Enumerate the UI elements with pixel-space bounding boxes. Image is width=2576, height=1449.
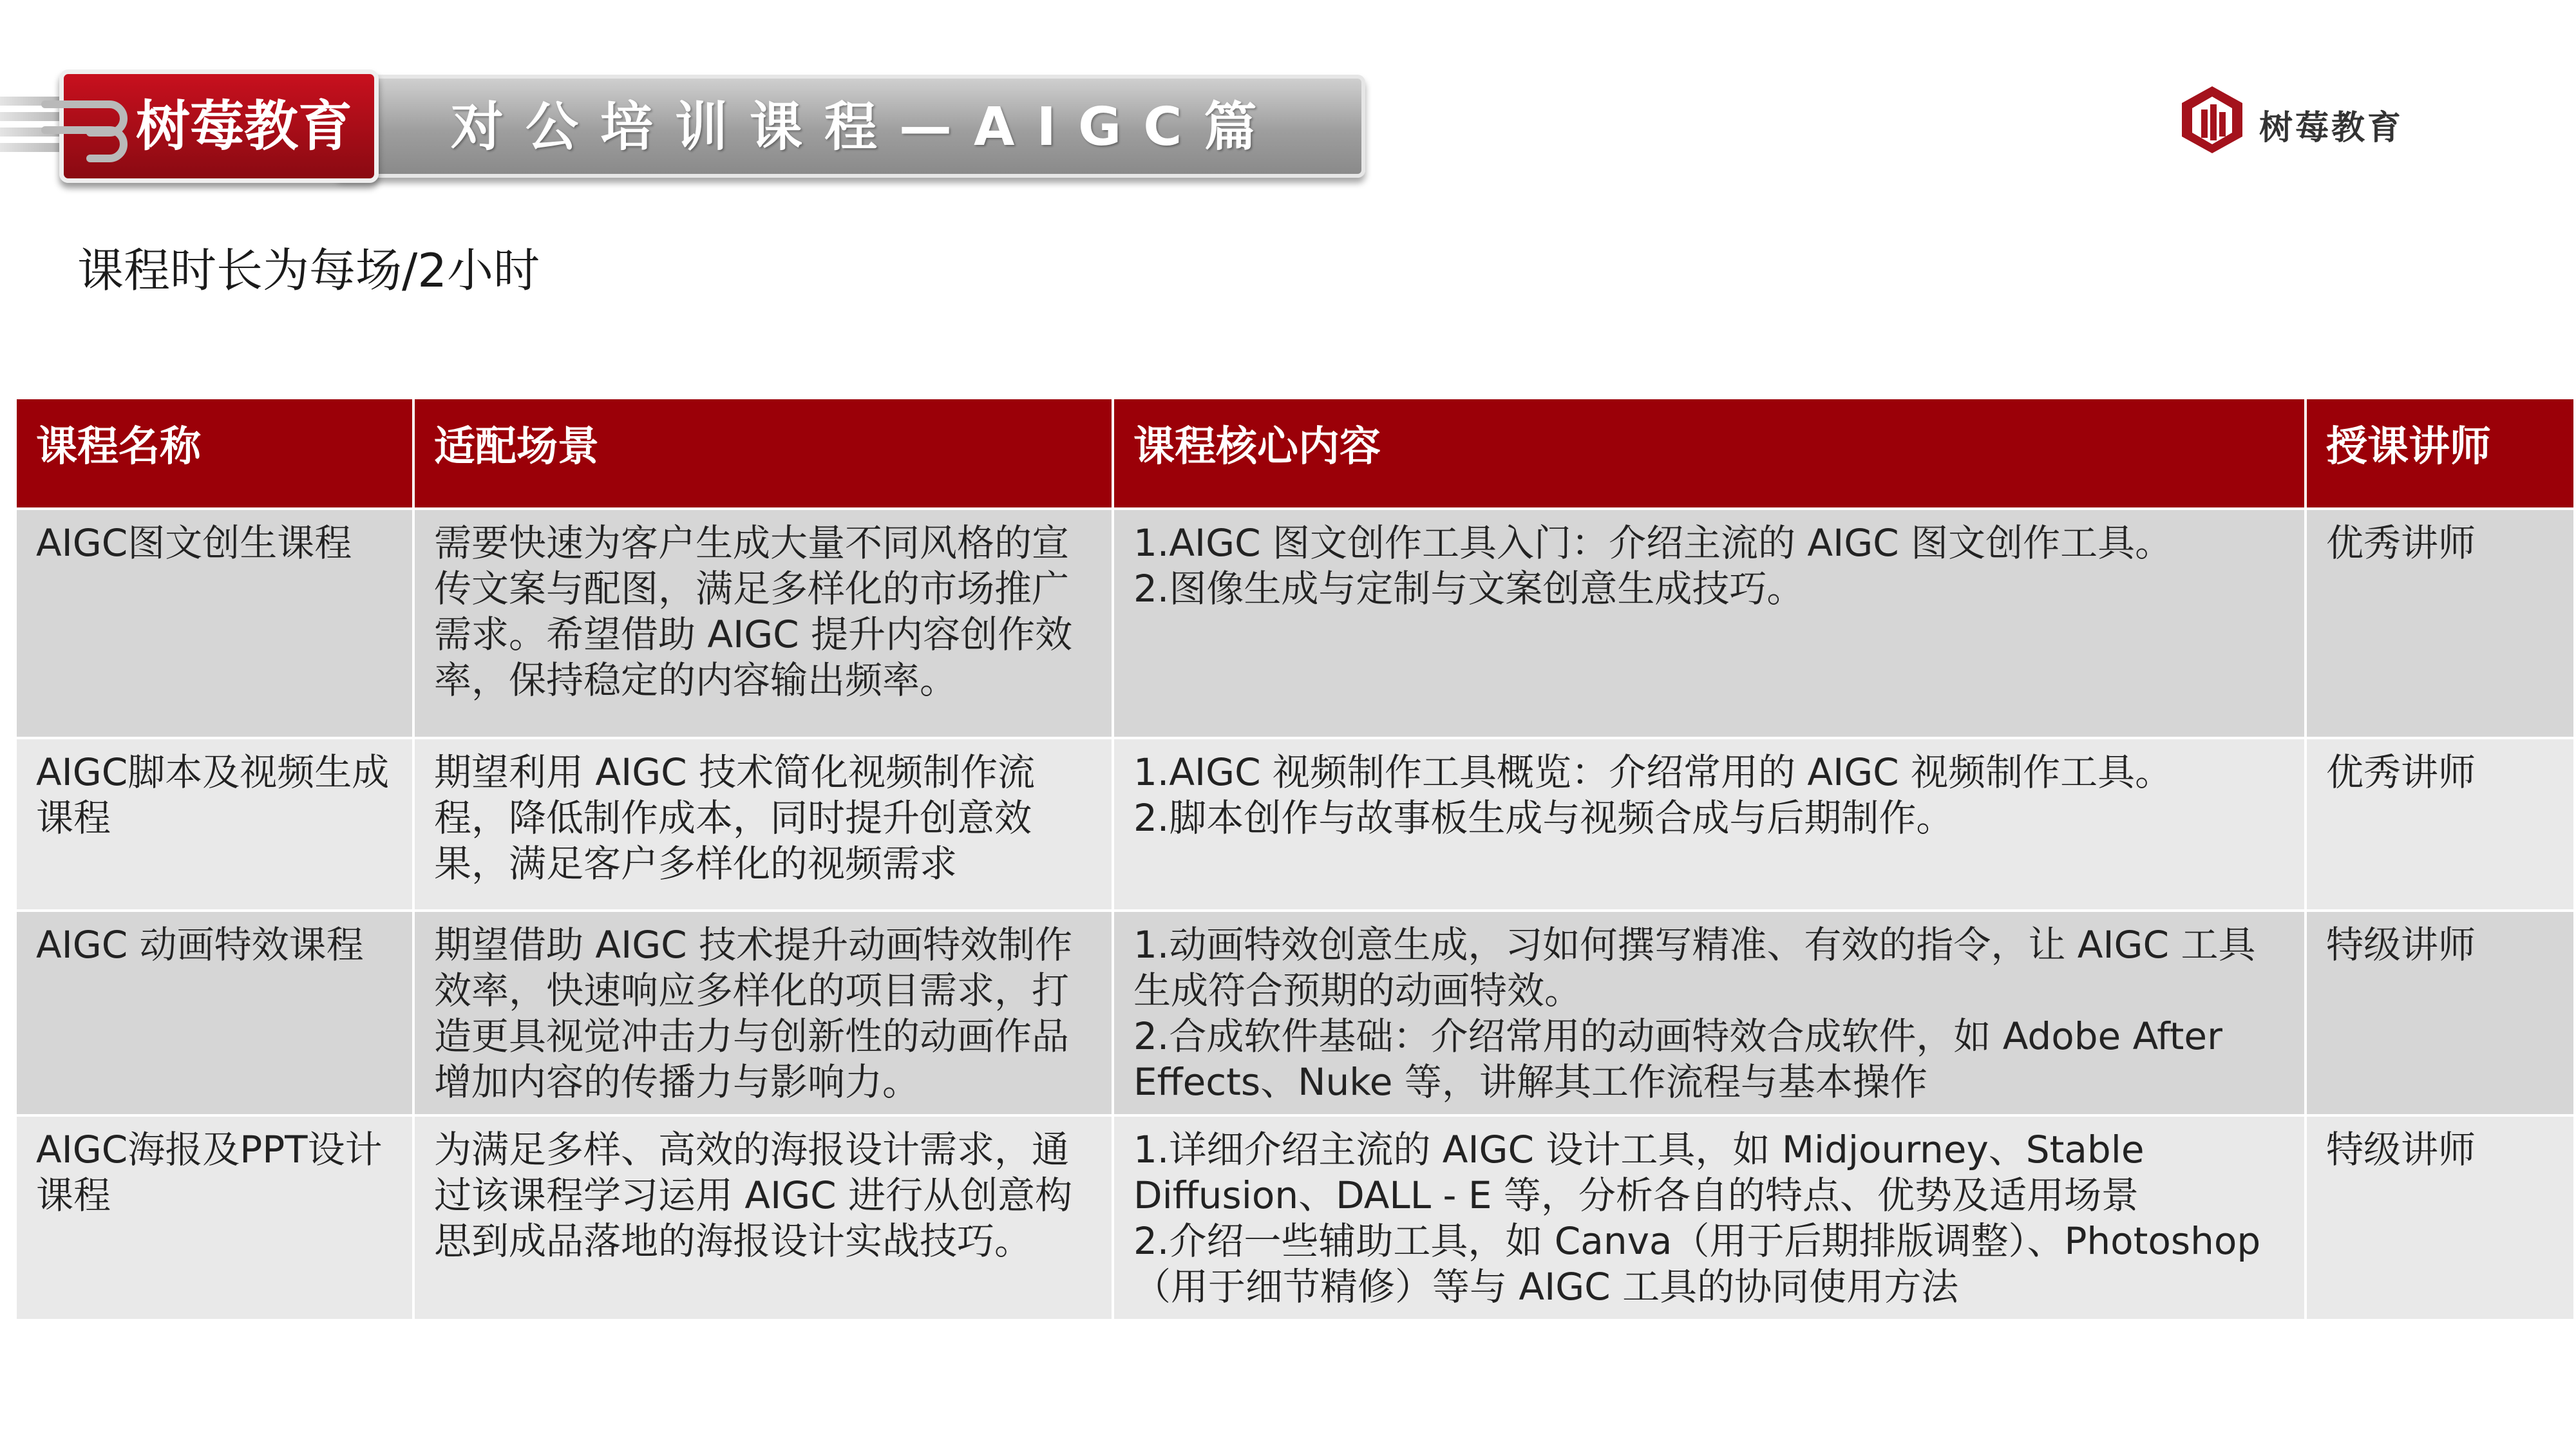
hook-icon bbox=[39, 85, 135, 169]
company-logo bbox=[2177, 81, 2421, 158]
core-content-cell bbox=[1113, 738, 2306, 911]
scenario-cell: 期望利用 AIGC 技术简化视频制作流程，降低制作成本，同时提升创意效果，满足客户多样化的视频需求 bbox=[413, 738, 1113, 911]
column-header-teacher: 授课讲师 bbox=[2306, 399, 2573, 509]
course-name-cell: AIGC海报及PPT设计课程 bbox=[17, 1115, 413, 1320]
banner-title: 对公培训课程—AIGC篇 bbox=[451, 97, 1279, 158]
course-name-cell: AIGC图文创生课程 bbox=[17, 509, 413, 738]
content-line: 1.AIGC 图文创作工具入门：介绍主流的 AIGC 图文创作工具。 bbox=[1133, 521, 2173, 565]
core-content-cell bbox=[1113, 509, 2306, 738]
content-line: 2.合成软件基础：介绍常用的动画特效合成软件，如 Adobe After Effects、Nuke 等，讲解其工作流程与基本操作 bbox=[1133, 1014, 2222, 1104]
scenario-cell: 需要快速为客户生成大量不同风格的宣传文案与配图，满足多样化的市场推广需求。希望借助 AIGC 提升内容创作效率，保持稳定的内容输出频率。 bbox=[413, 509, 1113, 738]
column-header-course-name: 课程名称 bbox=[17, 399, 413, 509]
content-line: 2.脚本创作与故事板生成与视频合成与后期制作。 bbox=[1133, 796, 1954, 840]
scenario-cell: 为满足多样、高效的海报设计需求，通过该课程学习运用 AIGC 进行从创意构思到成品落地的海报设计实战技巧。 bbox=[413, 1115, 1113, 1320]
teacher-cell: 特级讲师 bbox=[2306, 911, 2573, 1115]
column-header-core-content: 课程核心内容 bbox=[1113, 399, 2306, 509]
logo-text: 树莓教育 bbox=[2259, 108, 2404, 147]
teacher-cell: 特级讲师 bbox=[2306, 1115, 2573, 1320]
header-banner bbox=[0, 70, 1378, 185]
table-row bbox=[17, 911, 2573, 1115]
course-duration: 课程时长为每场/2小时 bbox=[77, 243, 540, 298]
content-line: 1.AIGC 视频制作工具概览：介绍常用的 AIGC 视频制作工具。 bbox=[1133, 750, 2173, 794]
teacher-cell: 优秀讲师 bbox=[2306, 509, 2573, 738]
content-line: 1.详细介绍主流的 AIGC 设计工具，如 Midjourney、Stable Diffusion、DALL - E 等，分析各自的特点、优势及适用场景 bbox=[1133, 1128, 2145, 1217]
table-row bbox=[17, 509, 2573, 738]
scenario-cell: 期望借助 AIGC 技术提升动画特效制作效率，快速响应多样化的项目需求，打造更具视觉冲击力与创新性的动画作品增加内容的传播力与影响力。 bbox=[413, 911, 1113, 1115]
course-name-cell: AIGC 动画特效课程 bbox=[17, 911, 413, 1115]
course-name-cell: AIGC脚本及视频生成课程 bbox=[17, 738, 413, 911]
red-hexagon-building-icon bbox=[2177, 84, 2248, 155]
table-header-row bbox=[17, 399, 2573, 509]
core-content-cell bbox=[1113, 1115, 2306, 1320]
brand-name: 树莓教育 bbox=[136, 95, 353, 158]
table-row bbox=[17, 738, 2573, 911]
content-line: 2.介绍一些辅助工具，如 Canva（用于后期排版调整）、Photoshop（用于细节精修）等与 AIGC 工具的协同使用方法 bbox=[1133, 1219, 2261, 1309]
teacher-cell: 优秀讲师 bbox=[2306, 738, 2573, 911]
content-line: 2.图像生成与定制与文案创意生成技巧。 bbox=[1133, 567, 1804, 611]
core-content-cell bbox=[1113, 911, 2306, 1115]
content-line: 1.动画特效创意生成，习如何撰写精准、有效的指令，让 AIGC 工具生成符合预期的动画特效。 bbox=[1133, 923, 2256, 1012]
table-row bbox=[17, 1115, 2573, 1320]
column-header-scenario: 适配场景 bbox=[413, 399, 1113, 509]
course-table bbox=[17, 399, 2573, 1321]
